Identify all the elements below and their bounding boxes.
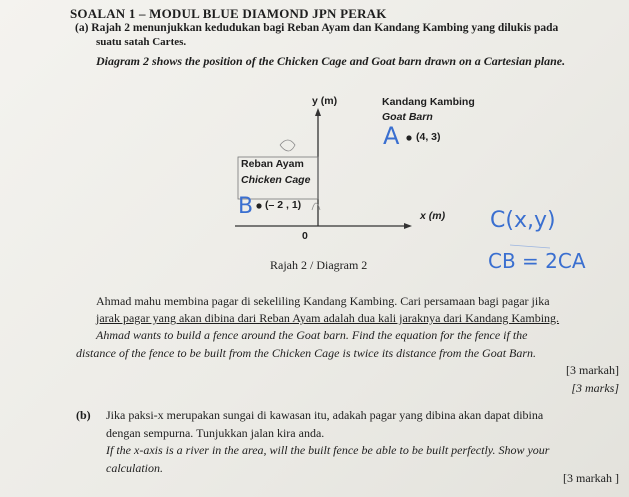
hand-point-b: B <box>238 194 254 219</box>
para-a-marks-malay: [3 markah] <box>566 363 619 377</box>
hand-eq2: CB = 2CA <box>488 249 586 273</box>
hand-underline <box>510 245 550 248</box>
part-b-label: (b) <box>76 408 91 422</box>
x-axis-label: x (m) <box>420 210 446 222</box>
para-a-malay-line1: Ahmad mahu membina pagar di sekeliling Kandang Kambing. Cari persamaan bagi pagar jika <box>96 294 550 308</box>
para-a-malay-line2: jarak pagar yang akan dibina dari Reban Ayam adalah dua kali jaraknya dari Kandang Kambing. <box>96 311 560 325</box>
goat-barn-coord: (4, 3) <box>416 131 441 143</box>
para-b-english-line2: calculation. <box>106 461 163 475</box>
part-a-english: Diagram 2 shows the position of the Chicken Cage and Goat barn drawn on a Cartesian plane. <box>96 54 566 68</box>
hand-eq1: C(x,y) <box>490 208 556 233</box>
chicken-cage-english: Chicken Cage <box>241 174 311 186</box>
chicken-cage-malay: Reban Ayam <box>241 158 304 170</box>
para-b-malay-line2: dengan sempurna. Tunjukkan jalan kira anda. <box>106 426 325 440</box>
para-b-english-line1: If the x-axis is a river in the area, will the built fence be able to be built perfectly. Show your <box>106 443 550 457</box>
x-axis-arrow <box>404 223 412 229</box>
diagram-caption: Rajah 2 / Diagram 2 <box>270 258 368 272</box>
para-b-marks-malay: [3 markah ] <box>563 471 619 485</box>
scribble-mark-2 <box>312 203 320 210</box>
para-b-malay-line1: Jika paksi-x merupakan sungai di kawasan itu, adakah pagar yang dibina akan dapat dibina <box>106 408 544 422</box>
question-title: SOALAN 1 – MODUL BLUE DIAMOND JPN PERAK <box>70 6 387 21</box>
scribble-mark <box>280 140 295 151</box>
chicken-cage-point <box>256 203 261 208</box>
hand-point-a: A <box>383 122 400 150</box>
part-a-malay-line2: suatu satah Cartes. <box>96 36 187 48</box>
part-a-label: (a) <box>75 22 89 34</box>
y-axis-label: y (m) <box>312 95 338 107</box>
para-a-marks-english: [3 marks] <box>571 381 619 395</box>
para-a-english-line2: distance of the fence to be built from the Chicken Cage is twice its distance from the Goat Barn. <box>76 346 537 360</box>
part-a-malay-line1: Rajah 2 menunjukkan kedudukan bagi Reban Ayam dan Kandang Kambing yang dilukis pada <box>91 22 559 34</box>
chicken-cage-coord: (– 2 , 1) <box>265 199 302 211</box>
goat-barn-english: Goat Barn <box>382 111 433 123</box>
origin-label: 0 <box>302 230 308 242</box>
para-a-english-line1: Ahmad wants to build a fence around the Goat barn. Find the equation for the fence if the <box>96 328 528 342</box>
y-axis-arrow <box>315 108 321 116</box>
goat-barn-malay: Kandang Kambing <box>382 96 475 108</box>
goat-barn-point <box>406 135 411 140</box>
